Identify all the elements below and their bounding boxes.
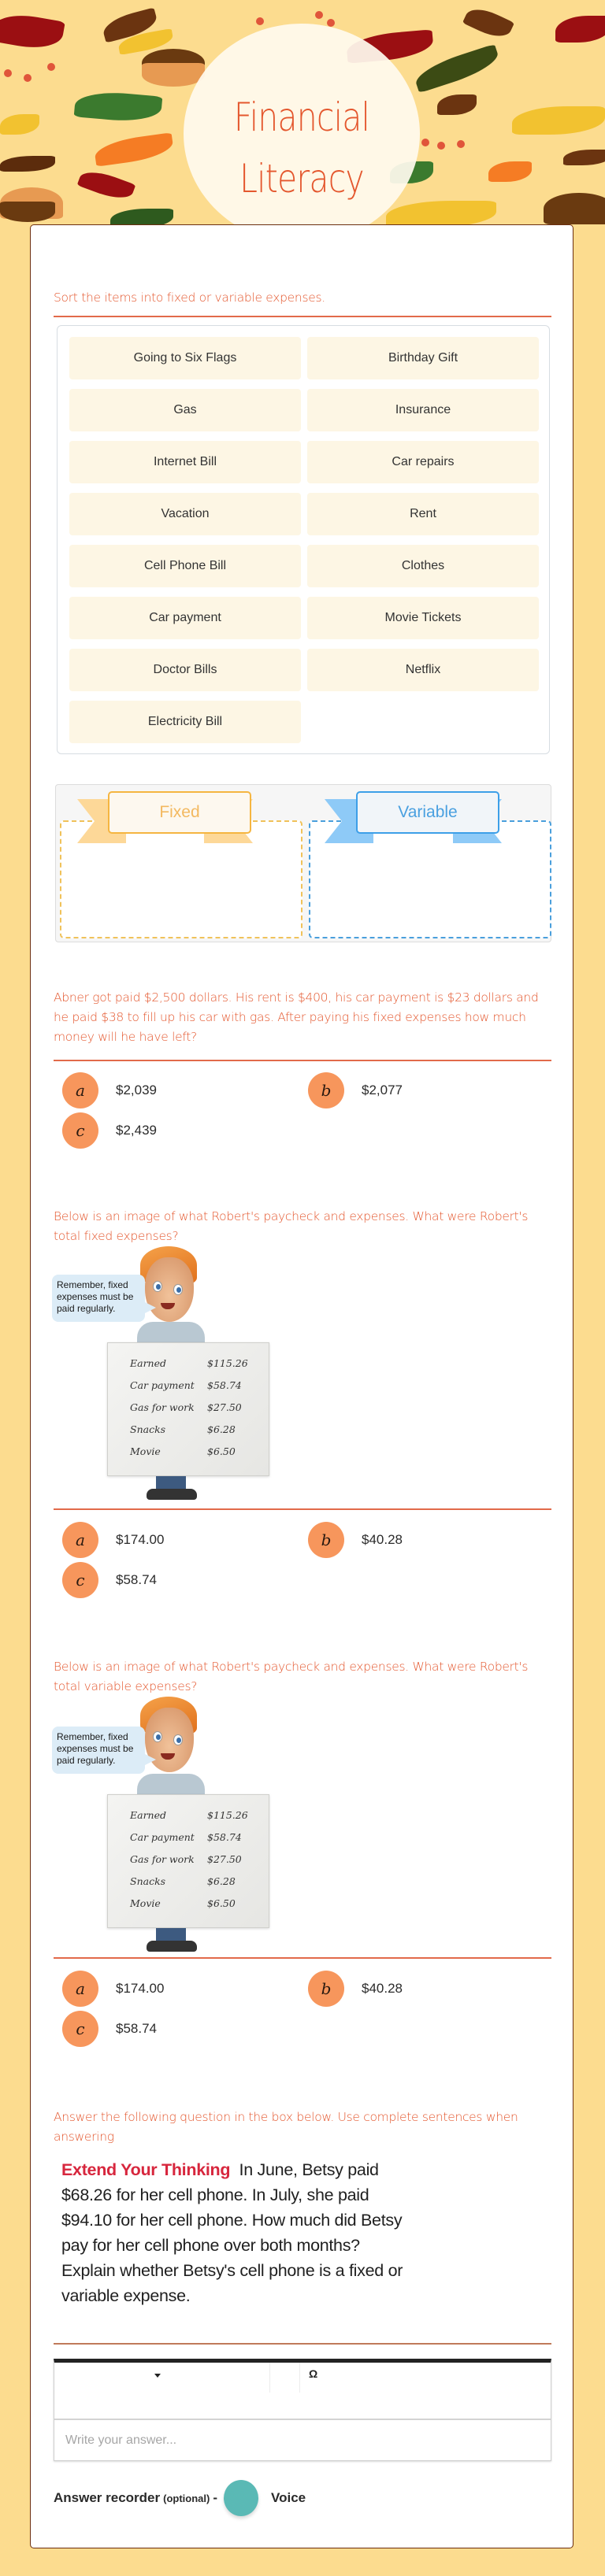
- option-letter-badge: b: [308, 1971, 344, 2007]
- variable-bucket-label: Variable: [356, 791, 499, 834]
- leaf-decoration: [77, 166, 136, 204]
- title-line-1: Financial: [233, 94, 370, 140]
- extend-label: Extend Your Thinking: [61, 2160, 231, 2179]
- option-letter-badge: c: [62, 1562, 98, 1598]
- option-label: $2,039: [116, 1083, 157, 1097]
- divider: [54, 2343, 551, 2345]
- sort-item[interactable]: Electricity Bill: [69, 701, 301, 743]
- berry-decoration: [457, 140, 465, 148]
- board-item: Movie: [130, 1897, 161, 1909]
- title-line-2: Literacy: [239, 156, 364, 202]
- robert-paycheck-illustration: [52, 1697, 288, 1952]
- board-row: [130, 1853, 264, 1865]
- board-row: [130, 1897, 264, 1909]
- recorder-dash: -: [213, 2490, 218, 2505]
- board-amount: $27.50: [207, 1401, 242, 1413]
- q4-option-b[interactable]: [308, 1971, 403, 2007]
- option-label: $40.28: [362, 1981, 403, 1996]
- option-label: $2,077: [362, 1083, 403, 1097]
- leaf-decoration: [0, 9, 65, 53]
- board-item: Car payment: [130, 1831, 195, 1843]
- sort-item[interactable]: Cell Phone Bill: [69, 545, 301, 587]
- divider: [54, 316, 551, 317]
- recorder-optional: (optional): [163, 2492, 210, 2504]
- recorder-label: Answer recorder: [54, 2490, 161, 2505]
- option-letter-badge: b: [308, 1522, 344, 1558]
- q2-prompt: Abner got paid $2,500 dollars. His rent is $400, his car payment is $23 dollars and he paid $38 to fill up his car with gas. After paying his fixed expenses how much money will he have left?: [54, 990, 539, 1044]
- sort-item[interactable]: Movie Tickets: [307, 597, 539, 639]
- q2-option-b[interactable]: [308, 1072, 403, 1108]
- board-amount: $58.74: [207, 1831, 242, 1843]
- sort-item[interactable]: Car payment: [69, 597, 301, 639]
- q1-prompt: Sort the items into fixed or variable expenses.: [54, 291, 325, 305]
- leaf-decoration: [512, 106, 605, 135]
- sort-item[interactable]: Clothes: [307, 545, 539, 587]
- expense-board: [107, 1794, 269, 1928]
- chevron-down-icon: [154, 2374, 161, 2378]
- speech-bubble: Remember, fixed expenses must be paid regularly.: [52, 1727, 145, 1774]
- q3-option-b[interactable]: [308, 1522, 403, 1558]
- leaf-decoration: [0, 202, 55, 222]
- q2-option-c[interactable]: [62, 1112, 157, 1149]
- option-letter-badge: a: [62, 1072, 98, 1108]
- format-dropdown[interactable]: [54, 2363, 269, 2391]
- mouth: [161, 1753, 175, 1760]
- sort-item[interactable]: Netflix: [307, 649, 539, 691]
- option-letter-badge: a: [62, 1522, 98, 1558]
- berry-decoration: [437, 142, 445, 150]
- sort-item[interactable]: Doctor Bills: [69, 649, 301, 691]
- special-character-icon[interactable]: Ω: [309, 2367, 318, 2380]
- leaf-decoration: [462, 3, 514, 43]
- board-item: Earned: [130, 1357, 167, 1369]
- eye: [153, 1731, 162, 1742]
- q3-option-a[interactable]: [62, 1522, 164, 1558]
- q4-prompt: Below is an image of what Robert's paycheck and expenses. What were Robert's total variable expenses?: [54, 1660, 529, 1693]
- answer-input[interactable]: [54, 2420, 551, 2461]
- sort-item[interactable]: Internet Bill: [69, 441, 301, 483]
- speech-bubble: Remember, fixed expenses must be paid regularly.: [52, 1275, 145, 1322]
- option-letter-badge: b: [308, 1072, 344, 1108]
- option-label: $2,439: [116, 1123, 157, 1138]
- berry-decoration: [47, 63, 55, 71]
- option-label: $58.74: [116, 1572, 157, 1587]
- option-label: $174.00: [116, 1981, 165, 1996]
- mouth: [161, 1303, 175, 1309]
- toolbar-separator: [299, 2363, 300, 2393]
- berry-decoration: [315, 11, 323, 19]
- sort-item[interactable]: Gas: [69, 389, 301, 431]
- board-amount: $6.28: [207, 1423, 236, 1435]
- divider: [54, 1957, 551, 1959]
- q3-prompt: Below is an image of what Robert's paycheck and expenses. What were Robert's total fixed expenses?: [54, 1209, 529, 1243]
- voice-label: Voice: [271, 2490, 306, 2505]
- option-label: $174.00: [116, 1532, 165, 1547]
- voice-record-button[interactable]: [224, 2480, 258, 2516]
- editor-toolbar: [54, 2363, 551, 2420]
- page-title: [205, 87, 399, 209]
- option-letter-badge: c: [62, 2011, 98, 2047]
- q3-option-c[interactable]: [62, 1562, 157, 1598]
- option-letter-badge: a: [62, 1971, 98, 2007]
- sort-item[interactable]: Insurance: [307, 389, 539, 431]
- leaf-decoration: [0, 114, 39, 135]
- robert-paycheck-illustration: [52, 1246, 288, 1498]
- extend-text: In June, Betsy paid $68.26 for her cell phone. In July, she paid $94.10 for her cell phone. How much did Betsy pay for her cell phone over both months? Explain whether Betsy's cell phone is a fixed or variable expense.: [61, 2160, 403, 2305]
- board-row: [130, 1379, 264, 1391]
- leaf-decoration: [488, 161, 532, 182]
- board-row: [130, 1831, 264, 1843]
- board-amount: $6.50: [207, 1897, 236, 1909]
- leaf-decoration: [544, 193, 605, 224]
- berry-decoration: [327, 19, 335, 27]
- eye: [173, 1734, 183, 1745]
- character-shoes: [147, 1941, 197, 1952]
- board-item: Earned: [130, 1809, 167, 1821]
- board-item: Snacks: [130, 1423, 166, 1435]
- option-label: $40.28: [362, 1532, 403, 1547]
- answer-editor: [54, 2359, 551, 2461]
- answer-recorder: [54, 2480, 306, 2516]
- eye: [173, 1284, 183, 1295]
- board-item: Movie: [130, 1445, 161, 1457]
- leaf-decoration: [386, 201, 496, 228]
- board-item: Gas for work: [130, 1853, 195, 1865]
- board-row: [130, 1357, 264, 1369]
- leaf-decoration: [437, 94, 477, 115]
- board-row: [130, 1809, 264, 1821]
- divider: [54, 1508, 551, 1510]
- board-amount: $27.50: [207, 1853, 242, 1865]
- divider: [54, 1060, 551, 1061]
- berry-decoration: [4, 69, 12, 77]
- board-amount: $115.26: [207, 1809, 248, 1821]
- board-row: [130, 1401, 264, 1413]
- board-amount: $115.26: [207, 1357, 248, 1369]
- leaf-decoration: [74, 89, 163, 124]
- berry-decoration: [24, 74, 32, 82]
- board-amount: $6.50: [207, 1445, 236, 1457]
- character-shoes: [147, 1489, 197, 1500]
- sort-item[interactable]: Going to Six Flags: [69, 337, 301, 379]
- board-row: [130, 1445, 264, 1457]
- sort-item[interactable]: Car repairs: [307, 441, 539, 483]
- board-item: Car payment: [130, 1379, 195, 1391]
- sort-item[interactable]: Rent: [307, 493, 539, 535]
- board-row: [130, 1875, 264, 1887]
- q2-option-a[interactable]: [62, 1072, 157, 1108]
- board-amount: $58.74: [207, 1379, 242, 1391]
- option-label: $58.74: [116, 2021, 157, 2036]
- eye: [153, 1281, 162, 1292]
- leaf-decoration: [555, 16, 605, 43]
- sort-item[interactable]: Birthday Gift: [307, 337, 539, 379]
- leaf-decoration: [142, 63, 205, 87]
- toolbar-separator: [269, 2363, 270, 2393]
- board-item: Snacks: [130, 1875, 166, 1887]
- option-letter-badge: c: [62, 1112, 98, 1149]
- q5-prompt: Answer the following question in the box below. Use complete sentences when answering: [54, 2110, 518, 2144]
- q4-option-a[interactable]: [62, 1971, 164, 2007]
- fixed-bucket-label: Fixed: [108, 791, 251, 834]
- q4-option-c[interactable]: [62, 2011, 157, 2047]
- board-amount: $6.28: [207, 1875, 236, 1887]
- berry-decoration: [421, 139, 429, 146]
- leaf-decoration: [563, 150, 605, 165]
- board-item: Gas for work: [130, 1401, 195, 1413]
- berry-decoration: [256, 17, 264, 25]
- extend-your-thinking-image: [61, 2157, 408, 2308]
- expense-board: [107, 1342, 269, 1476]
- leaf-decoration: [93, 132, 174, 167]
- leaf-decoration: [0, 156, 55, 172]
- sort-item[interactable]: Vacation: [69, 493, 301, 535]
- leaf-decoration: [412, 44, 502, 94]
- board-row: [130, 1423, 264, 1435]
